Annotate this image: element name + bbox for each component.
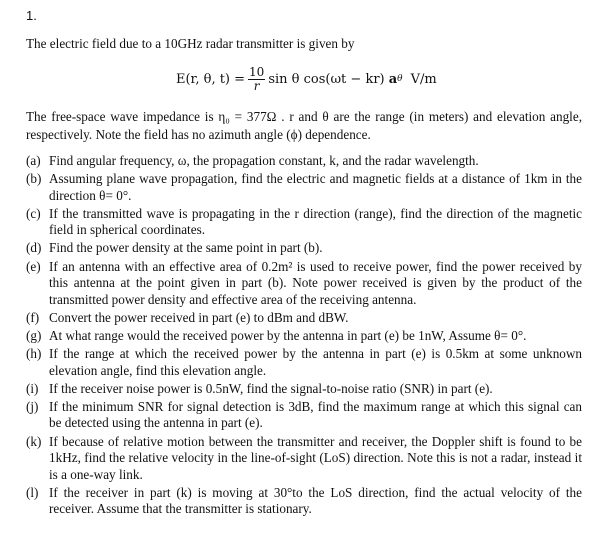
question-part bbox=[26, 153, 582, 170]
equation-rhs: sin θ cos(ωt − kr) bbox=[268, 71, 389, 87]
part-text: If the minimum SNR for signal detection is 3dB, find the maximum range at which this signal can be detected using the antenna in part (e). bbox=[49, 398, 582, 431]
equation-units: V/m bbox=[410, 71, 437, 87]
question-part bbox=[26, 399, 582, 432]
electric-field-equation bbox=[176, 58, 437, 100]
question-part bbox=[26, 381, 582, 398]
part-text: Convert the power received in part (e) to dBm and dBW. bbox=[49, 309, 349, 325]
question-part bbox=[26, 259, 582, 309]
part-label: (f) bbox=[26, 309, 40, 325]
part-text: Assuming plane wave propagation, find the electric and magnetic fields at a distance of 1km in the direction θ= 0°. bbox=[49, 171, 582, 203]
question-part bbox=[26, 346, 582, 379]
fraction-denominator: r bbox=[253, 78, 260, 93]
part-label: (j) bbox=[26, 398, 39, 414]
question-part bbox=[26, 240, 582, 257]
question-part bbox=[26, 328, 582, 345]
part-text: If the receiver in part (k) is moving at 30°to the LoS direction, find the actual velocity of the receiver. Assume that the transmitter is stationary. bbox=[49, 484, 582, 517]
part-label: (i) bbox=[26, 380, 39, 396]
question-parts-list bbox=[26, 153, 582, 519]
fraction-numerator: 10 bbox=[249, 64, 265, 79]
part-text: Find the power density at the same point in part (b). bbox=[49, 240, 323, 256]
impedance-paragraph: The free-space wave impedance is η₀ = 377Ω . r and θ are the range (in meters) and elevation angle, respectively. Note the field has no azimuth angle (ϕ) dependence. bbox=[26, 109, 582, 142]
unit-vector-subscript: θ bbox=[397, 74, 403, 84]
part-text: If the range at which the received power by the antenna in part (e) is 0.5km at some unknown elevation angle, find this elevation angle. bbox=[49, 346, 582, 378]
part-label: (e) bbox=[26, 258, 41, 274]
intro-text: The electric field due to a 10GHz radar transmitter is given by bbox=[26, 36, 355, 51]
question-part bbox=[26, 434, 582, 484]
question-part bbox=[26, 310, 582, 327]
part-text: Find angular frequency, ω, the propagation constant, k, and the radar wavelength. bbox=[49, 153, 479, 168]
part-text: If an antenna with an effective area of 0.2m² is used to receive power, find the power received by this antenna at the point given in part (b). Note power received is given by the product of the transmitted power density and effective area of the receiving antenna. bbox=[49, 258, 582, 307]
part-label: (b) bbox=[26, 171, 42, 187]
part-label: (d) bbox=[26, 240, 42, 256]
part-label: (l) bbox=[26, 484, 39, 500]
equation-lhs: E(r, θ, t) = bbox=[176, 71, 246, 87]
question-number: 1. bbox=[26, 8, 37, 23]
unit-vector: a bbox=[388, 71, 398, 87]
part-text: If the transmitted wave is propagating in the r direction (range), find the direction of the magnetic field in spherical coordinates. bbox=[49, 205, 582, 238]
part-label: (c) bbox=[26, 205, 41, 221]
part-text: At what range would the received power by the antenna in part (e) be 1nW, Assume θ= 0°. bbox=[49, 327, 527, 343]
part-label: (a) bbox=[26, 153, 41, 168]
part-label: (g) bbox=[26, 327, 42, 343]
part-text: If because of relative motion between the transmitter and receiver, the Doppler shift is found to be 1kHz, find the relative velocity in the line-of-sight (LoS) direction. Note this is not a radar, instead it is a one-way link. bbox=[49, 433, 582, 482]
part-label: (k) bbox=[26, 433, 42, 449]
question-part bbox=[26, 206, 582, 239]
question-part bbox=[26, 485, 582, 518]
part-label: (h) bbox=[26, 346, 42, 362]
equation-fraction bbox=[248, 66, 265, 93]
question-part bbox=[26, 171, 582, 204]
part-text: If the receiver noise power is 0.5nW, find the signal-to-noise ratio (SNR) in part (e). bbox=[49, 380, 493, 396]
